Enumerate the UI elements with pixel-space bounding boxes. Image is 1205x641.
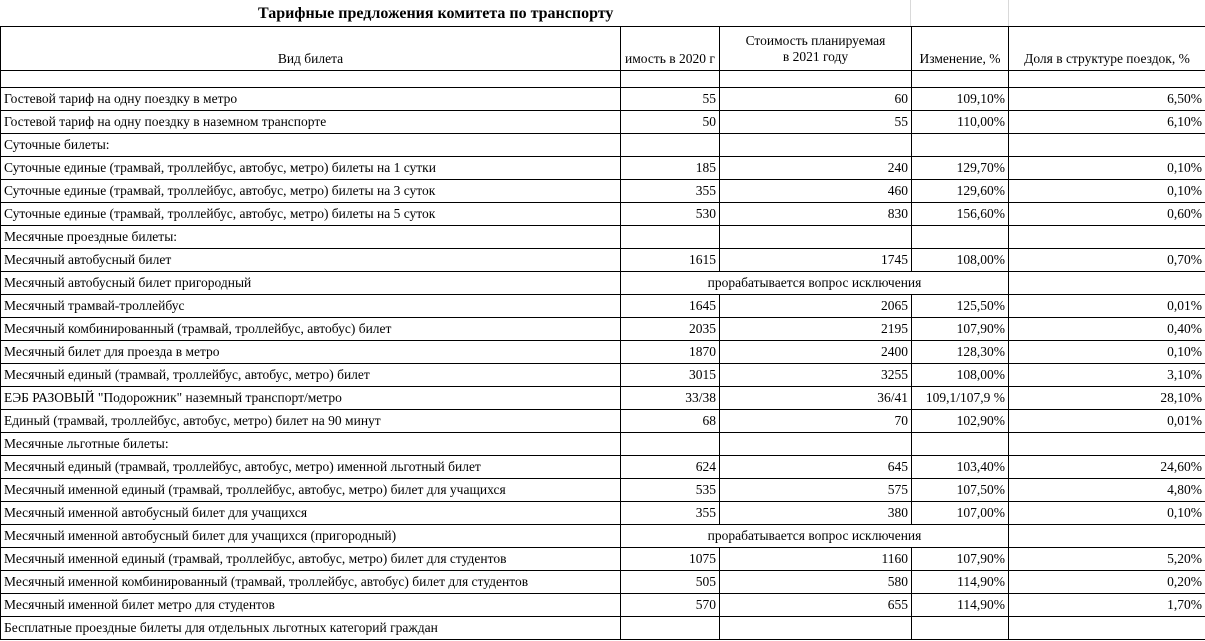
table-row bbox=[1, 387, 1205, 410]
section-label-cell[interactable]: Суточные билеты: bbox=[1, 134, 621, 157]
empty-cell[interactable] bbox=[1009, 226, 1205, 249]
empty-cell[interactable] bbox=[621, 134, 720, 157]
cost-2020-cell[interactable]: 3015 bbox=[621, 364, 720, 387]
ticket-name-cell[interactable]: Месячный комбинированный (трамвай, троллейбус, автобус) билет bbox=[1, 318, 621, 341]
ticket-name-cell[interactable]: Суточные единые (трамвай, троллейбус, автобус, метро) билеты на 3 суток bbox=[1, 180, 621, 203]
empty-cell[interactable] bbox=[720, 226, 912, 249]
cost-2021-cell[interactable]: 2065 bbox=[720, 295, 912, 318]
share-cell[interactable]: 28,10% bbox=[1009, 387, 1205, 410]
cost-2020-cell[interactable]: 2035 bbox=[621, 318, 720, 341]
table-row bbox=[1, 617, 1205, 640]
table-row bbox=[1, 525, 1205, 548]
ticket-name-cell[interactable]: Единый (трамвай, троллейбус, автобус, метро) билет на 90 минут bbox=[1, 410, 621, 433]
empty-cell[interactable] bbox=[621, 433, 720, 456]
cost-2020-cell[interactable]: 1645 bbox=[621, 295, 720, 318]
table-row bbox=[1, 226, 1205, 249]
share-cell[interactable]: 0,40% bbox=[1009, 318, 1205, 341]
change-cell[interactable]: 114,90% bbox=[912, 594, 1009, 617]
cost-2020-cell[interactable]: 1870 bbox=[621, 341, 720, 364]
cost-2021-cell[interactable]: 655 bbox=[720, 594, 912, 617]
cost-2020-cell[interactable]: 33/38 bbox=[621, 387, 720, 410]
note-cell[interactable]: прорабатывается вопрос исключения bbox=[621, 272, 1009, 295]
cost-2021-cell[interactable]: 70 bbox=[720, 410, 912, 433]
note-cell[interactable]: прорабатывается вопрос исключения bbox=[621, 525, 1009, 548]
change-cell[interactable]: 107,90% bbox=[912, 548, 1009, 571]
sheet-title: Тарифные предложения комитета по транспорту bbox=[258, 5, 614, 22]
empty-cell[interactable] bbox=[912, 134, 1009, 157]
empty-cell[interactable] bbox=[1, 71, 621, 88]
table-row bbox=[1, 249, 1205, 272]
empty-cell[interactable] bbox=[1009, 525, 1205, 548]
table-row bbox=[1, 571, 1205, 594]
cost-2021-cell[interactable]: 460 bbox=[720, 180, 912, 203]
header-ticket-type[interactable]: Вид билета bbox=[1, 27, 621, 71]
blank-row bbox=[1, 71, 1205, 88]
cost-2021-cell[interactable]: 2400 bbox=[720, 341, 912, 364]
change-cell[interactable]: 107,00% bbox=[912, 502, 1009, 525]
cost-2021-cell[interactable]: 60 bbox=[720, 88, 912, 111]
share-cell[interactable]: 4,80% bbox=[1009, 479, 1205, 502]
cost-2021-cell[interactable]: 1160 bbox=[720, 548, 912, 571]
empty-cell[interactable] bbox=[1009, 433, 1205, 456]
change-cell[interactable]: 109,1/107,9 % bbox=[912, 387, 1009, 410]
change-cell[interactable]: 108,00% bbox=[912, 249, 1009, 272]
ticket-name-cell[interactable]: Гостевой тариф на одну поездку в наземном транспорте bbox=[1, 111, 621, 134]
share-cell[interactable]: 0,70% bbox=[1009, 249, 1205, 272]
ticket-name-cell[interactable]: Месячный билет для проезда в метро bbox=[1, 341, 621, 364]
table-row bbox=[1, 272, 1205, 295]
empty-cell[interactable] bbox=[1009, 272, 1205, 295]
header-cost-2020[interactable]: имость в 2020 г bbox=[621, 27, 720, 71]
cost-2021-cell[interactable]: 645 bbox=[720, 456, 912, 479]
change-cell[interactable]: 107,90% bbox=[912, 318, 1009, 341]
table-row bbox=[1, 157, 1205, 180]
ticket-name-cell[interactable]: Месячный именной комбинированный (трамвай, троллейбус, автобус) билет для студентов bbox=[1, 571, 621, 594]
table-row bbox=[1, 180, 1205, 203]
share-cell[interactable]: 6,10% bbox=[1009, 111, 1205, 134]
cost-2021-cell[interactable]: 1745 bbox=[720, 249, 912, 272]
change-cell[interactable]: 102,90% bbox=[912, 410, 1009, 433]
cost-2021-cell[interactable]: 2195 bbox=[720, 318, 912, 341]
cost-2020-cell[interactable]: 570 bbox=[621, 594, 720, 617]
change-cell[interactable]: 128,30% bbox=[912, 341, 1009, 364]
ticket-name-cell[interactable]: Месячный единый (трамвай, троллейбус, автобус, метро) билет bbox=[1, 364, 621, 387]
header-cost-2021-line1: Стоимость планируемая bbox=[745, 32, 886, 48]
empty-cell[interactable] bbox=[720, 134, 912, 157]
ticket-name-cell[interactable]: Месячный именной единый (трамвай, троллейбус, автобус, метро) билет для студентов bbox=[1, 548, 621, 571]
cost-2020-cell[interactable]: 50 bbox=[621, 111, 720, 134]
ticket-name-cell[interactable]: Суточные единые (трамвай, троллейбус, автобус, метро) билеты на 5 суток bbox=[1, 203, 621, 226]
grid-line bbox=[910, 0, 911, 26]
table-row bbox=[1, 134, 1205, 157]
cost-2021-cell[interactable]: 580 bbox=[720, 571, 912, 594]
change-cell[interactable]: 114,90% bbox=[912, 571, 1009, 594]
ticket-name-cell[interactable]: Месячный именной автобусный билет для учащихся bbox=[1, 502, 621, 525]
cost-2020-cell[interactable]: 530 bbox=[621, 203, 720, 226]
cost-2021-cell[interactable]: 830 bbox=[720, 203, 912, 226]
empty-cell[interactable] bbox=[912, 617, 1009, 640]
tariff-table bbox=[0, 26, 1205, 640]
header-row bbox=[1, 27, 1205, 71]
share-cell[interactable]: 0,01% bbox=[1009, 295, 1205, 318]
table-row bbox=[1, 341, 1205, 364]
table-row bbox=[1, 318, 1205, 341]
section-label-cell[interactable]: Бесплатные проездные билеты для отдельных льготных категорий граждан bbox=[1, 617, 621, 640]
cost-2021-cell[interactable]: 240 bbox=[720, 157, 912, 180]
table-row bbox=[1, 295, 1205, 318]
table-row bbox=[1, 203, 1205, 226]
change-cell[interactable]: 107,50% bbox=[912, 479, 1009, 502]
change-cell[interactable]: 125,50% bbox=[912, 295, 1009, 318]
ticket-name-cell[interactable]: Месячный автобусный билет пригородный bbox=[1, 272, 621, 295]
cost-2021-cell[interactable]: 36/41 bbox=[720, 387, 912, 410]
ticket-name-cell[interactable]: Месячный именной автобусный билет для учащихся (пригородный) bbox=[1, 525, 621, 548]
empty-cell[interactable] bbox=[912, 433, 1009, 456]
empty-cell[interactable] bbox=[621, 226, 720, 249]
empty-cell[interactable] bbox=[912, 71, 1009, 88]
change-cell[interactable]: 129,70% bbox=[912, 157, 1009, 180]
share-cell[interactable]: 0,60% bbox=[1009, 203, 1205, 226]
empty-cell[interactable] bbox=[720, 71, 912, 88]
table-row bbox=[1, 364, 1205, 387]
empty-cell[interactable] bbox=[621, 617, 720, 640]
cost-2020-cell[interactable]: 1075 bbox=[621, 548, 720, 571]
cost-2020-cell[interactable]: 68 bbox=[621, 410, 720, 433]
ticket-name-cell[interactable]: ЕЭБ РАЗОВЫЙ "Подорожник" наземный транспорт/метро bbox=[1, 387, 621, 410]
share-cell[interactable]: 3,10% bbox=[1009, 364, 1205, 387]
empty-cell[interactable] bbox=[1009, 617, 1205, 640]
cost-2020-cell[interactable]: 624 bbox=[621, 456, 720, 479]
ticket-name-cell[interactable]: Гостевой тариф на одну поездку в метро bbox=[1, 88, 621, 111]
grid-line bbox=[1008, 0, 1009, 26]
cost-2020-cell[interactable]: 185 bbox=[621, 157, 720, 180]
section-label-cell[interactable]: Месячные проездные билеты: bbox=[1, 226, 621, 249]
empty-cell[interactable] bbox=[1009, 71, 1205, 88]
cost-2021-cell[interactable]: 3255 bbox=[720, 364, 912, 387]
change-cell[interactable]: 103,40% bbox=[912, 456, 1009, 479]
ticket-name-cell[interactable]: Месячный именной билет метро для студентов bbox=[1, 594, 621, 617]
cost-2020-cell[interactable]: 505 bbox=[621, 571, 720, 594]
empty-cell[interactable] bbox=[621, 71, 720, 88]
cost-2021-cell[interactable]: 55 bbox=[720, 111, 912, 134]
cost-2020-cell[interactable]: 355 bbox=[621, 502, 720, 525]
share-cell[interactable]: 6,50% bbox=[1009, 88, 1205, 111]
change-cell[interactable]: 156,60% bbox=[912, 203, 1009, 226]
share-cell[interactable]: 0,01% bbox=[1009, 410, 1205, 433]
header-share[interactable]: Доля в структуре поездок, % bbox=[1009, 27, 1205, 71]
table-row bbox=[1, 111, 1205, 134]
table-row bbox=[1, 548, 1205, 571]
cost-2020-cell[interactable]: 55 bbox=[621, 88, 720, 111]
share-cell[interactable]: 0,20% bbox=[1009, 571, 1205, 594]
change-cell[interactable]: 109,10% bbox=[912, 88, 1009, 111]
table-row bbox=[1, 410, 1205, 433]
table-row bbox=[1, 433, 1205, 456]
change-cell[interactable]: 110,00% bbox=[912, 111, 1009, 134]
section-label-cell[interactable]: Месячные льготные билеты: bbox=[1, 433, 621, 456]
cost-2021-cell[interactable]: 575 bbox=[720, 479, 912, 502]
cost-2021-cell[interactable]: 380 bbox=[720, 502, 912, 525]
table-row bbox=[1, 479, 1205, 502]
table-row bbox=[1, 88, 1205, 111]
table-row bbox=[1, 502, 1205, 525]
change-cell[interactable]: 129,60% bbox=[912, 180, 1009, 203]
change-cell[interactable]: 108,00% bbox=[912, 364, 1009, 387]
ticket-name-cell[interactable]: Суточные единые (трамвай, троллейбус, автобус, метро) билеты на 1 сутки bbox=[1, 157, 621, 180]
share-cell[interactable]: 1,70% bbox=[1009, 594, 1205, 617]
ticket-name-cell[interactable]: Месячный единый (трамвай, троллейбус, автобус, метро) именной льготный билет bbox=[1, 456, 621, 479]
empty-cell[interactable] bbox=[720, 617, 912, 640]
table-row bbox=[1, 456, 1205, 479]
share-cell[interactable]: 0,10% bbox=[1009, 341, 1205, 364]
header-cost-2021-line2: в 2021 году bbox=[782, 48, 849, 64]
ticket-name-cell[interactable]: Месячный трамвай-троллейбус bbox=[1, 295, 621, 318]
share-cell[interactable]: 24,60% bbox=[1009, 456, 1205, 479]
share-cell[interactable]: 0,10% bbox=[1009, 157, 1205, 180]
header-change[interactable]: Изменение, % bbox=[912, 27, 1009, 71]
cost-2020-cell[interactable]: 1615 bbox=[621, 249, 720, 272]
ticket-name-cell[interactable]: Месячный автобусный билет bbox=[1, 249, 621, 272]
empty-cell[interactable] bbox=[1009, 134, 1205, 157]
empty-cell[interactable] bbox=[720, 433, 912, 456]
share-cell[interactable]: 0,10% bbox=[1009, 180, 1205, 203]
empty-cell[interactable] bbox=[912, 226, 1009, 249]
table-row bbox=[1, 594, 1205, 617]
header-cost-2021[interactable] bbox=[720, 27, 912, 71]
share-cell[interactable]: 0,10% bbox=[1009, 502, 1205, 525]
ticket-name-cell[interactable]: Месячный именной единый (трамвай, троллейбус, автобус, метро) билет для учащихся bbox=[1, 479, 621, 502]
cost-2020-cell[interactable]: 355 bbox=[621, 180, 720, 203]
title-row bbox=[0, 0, 1205, 26]
share-cell[interactable]: 5,20% bbox=[1009, 548, 1205, 571]
cost-2020-cell[interactable]: 535 bbox=[621, 479, 720, 502]
